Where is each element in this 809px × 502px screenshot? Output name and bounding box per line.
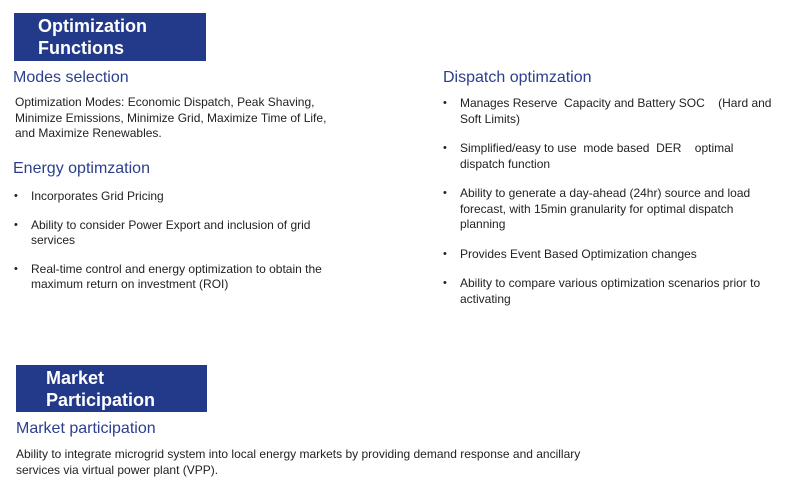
list-item: • Provides Event Based Optimization changes bbox=[443, 246, 697, 261]
market-participation-heading: Market participation bbox=[16, 420, 156, 437]
market-participation-banner bbox=[16, 365, 207, 412]
list-item: • Real-time control and energy optimization to obtain the maximum return on investment (ROI) bbox=[14, 261, 322, 291]
bullet-icon: • bbox=[443, 187, 447, 199]
modes-line-3: and Maximize Renewables. bbox=[15, 126, 162, 140]
bullet-icon: • bbox=[443, 142, 447, 154]
modes-line-1: Optimization Modes: Economic Dispatch, Peak Shaving, bbox=[15, 95, 315, 109]
energy-optimization-heading: Energy optimzation bbox=[13, 160, 150, 177]
market-participation-text bbox=[16, 447, 716, 478]
bullet-icon: • bbox=[14, 262, 18, 275]
dispatch-optimization-heading: Dispatch optimzation bbox=[443, 69, 592, 86]
banner-title-line2: Participation bbox=[46, 390, 156, 410]
banner-title-line1: Market bbox=[46, 368, 105, 388]
bullet-icon: • bbox=[14, 190, 18, 202]
modes-selection-heading: Modes selection bbox=[13, 69, 129, 86]
list-item: • Manages Reserve Capacity and Battery SOC (Hard and Soft Limits) bbox=[443, 96, 772, 126]
list-item: • Incorporates Grid Pricing bbox=[14, 189, 164, 203]
list-item: • Ability to consider Power Export and inclusion of grid services bbox=[14, 217, 311, 247]
list-item: • Ability to generate a day-ahead (24hr) source and load forecast, with 15min granularity for optimal dispatch planning bbox=[443, 186, 751, 231]
modes-selection-text bbox=[15, 95, 395, 142]
optimization-functions-banner bbox=[14, 13, 206, 61]
energy-optimization-list bbox=[14, 189, 394, 293]
banner-title-line2: Functions bbox=[38, 38, 124, 58]
market-line-1: Ability to integrate microgrid system into local energy markets by providing demand response and ancillary bbox=[16, 447, 581, 461]
bullet-icon: • bbox=[443, 247, 447, 260]
banner-title-line1: Optimization bbox=[38, 16, 147, 36]
bullet-icon: • bbox=[14, 218, 18, 231]
modes-line-2: Minimize Emissions, Minimize Grid, Maximize Time of Life, bbox=[15, 110, 327, 125]
list-item: • Ability to compare various optimization scenarios prior to activating bbox=[443, 276, 761, 306]
list-item: • Simplified/easy to use mode based DER optimal dispatch function bbox=[443, 141, 734, 171]
bullet-icon: • bbox=[443, 97, 447, 109]
dispatch-optimization-list bbox=[443, 96, 805, 307]
market-line-2: services via virtual power plant (VPP). bbox=[16, 462, 219, 477]
bullet-icon: • bbox=[443, 277, 447, 289]
